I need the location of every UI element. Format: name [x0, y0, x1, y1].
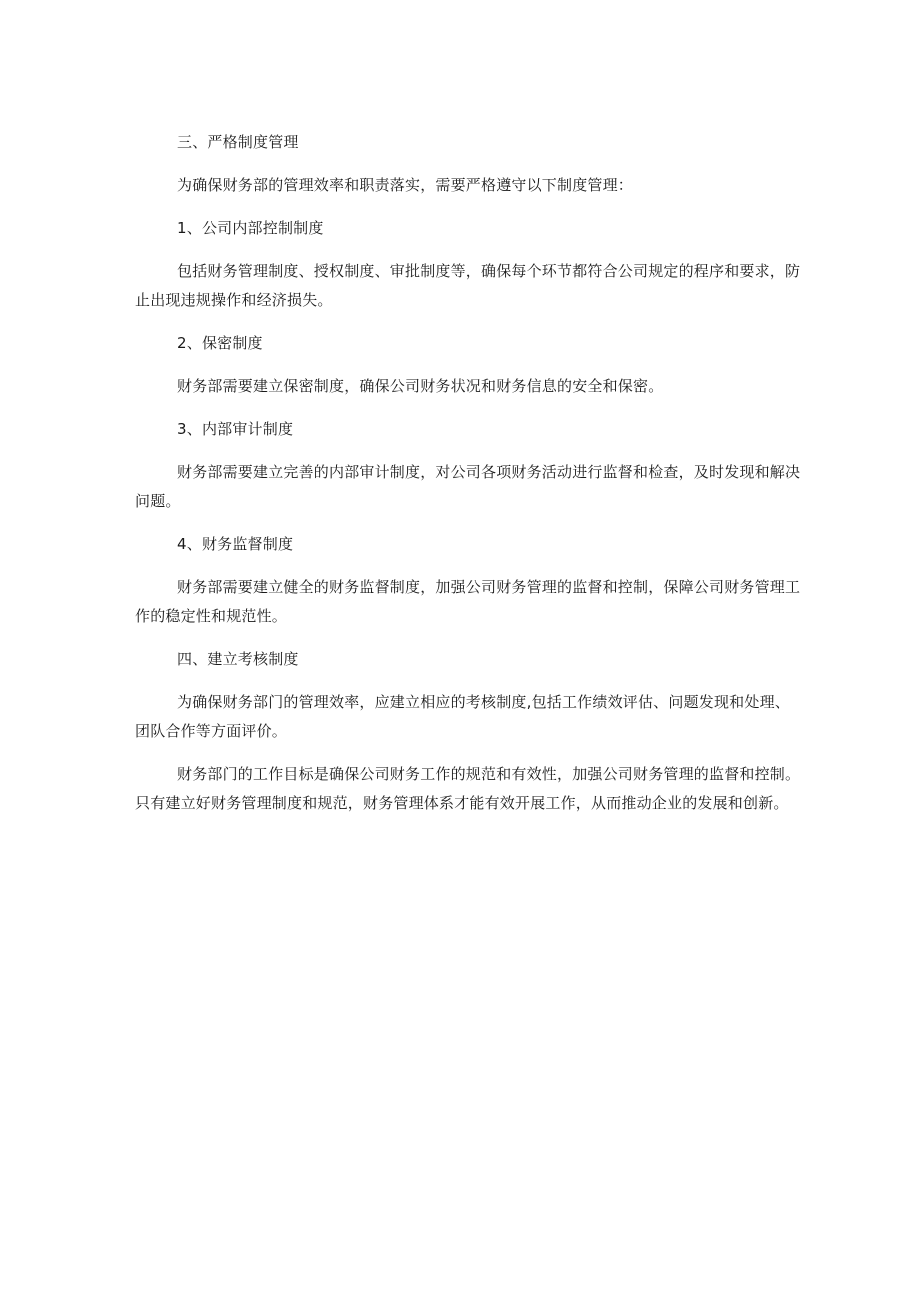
- item-2-paragraph: 财务部需要建立保密制度，确保公司财务状况和财务信息的安全和保密。: [177, 377, 664, 395]
- section-3-intro: 为确保财务部的管理效率和职责落实，需要严格遵守以下制度管理：: [177, 176, 634, 194]
- item-1-paragraph: 包括财务管理制度、授权制度、审批制度等，确保每个环节都符合公司规定的程序和要求，防止出现违规操作和经济损失。: [135, 262, 801, 309]
- section-4-heading: 四、建立考核制度: [177, 650, 299, 668]
- item-1-heading: 1、公司内部控制制度: [177, 219, 324, 237]
- section-3-heading: 三、严格制度管理: [177, 133, 299, 151]
- item-2-heading: 2、保密制度: [177, 334, 263, 352]
- item-3-heading: 3、内部审计制度: [177, 420, 294, 438]
- item-3-paragraph: 财务部需要建立完善的内部审计制度，对公司各项财务活动进行监督和检查，及时发现和解决问题。: [135, 463, 801, 510]
- item-4-paragraph: 财务部需要建立健全的财务监督制度，加强公司财务管理的监督和控制，保障公司财务管理工作的稳定性和规范性。: [135, 578, 801, 625]
- item-4-heading: 4、财务监督制度: [177, 535, 294, 553]
- section-4-paragraph: 为确保财务部门的管理效率，应建立相应的考核制度,包括工作绩效评估、问题发现和处理、团队合作等方面评价。: [135, 693, 790, 740]
- document-body: [135, 128, 805, 832]
- conclusion-paragraph: 财务部门的工作目标是确保公司财务工作的规范和有效性，加强公司财务管理的监督和控制。只有建立好财务管理制度和规范，财务管理体系才能有效开展工作，从而推动企业的发展和创新。: [135, 765, 801, 812]
